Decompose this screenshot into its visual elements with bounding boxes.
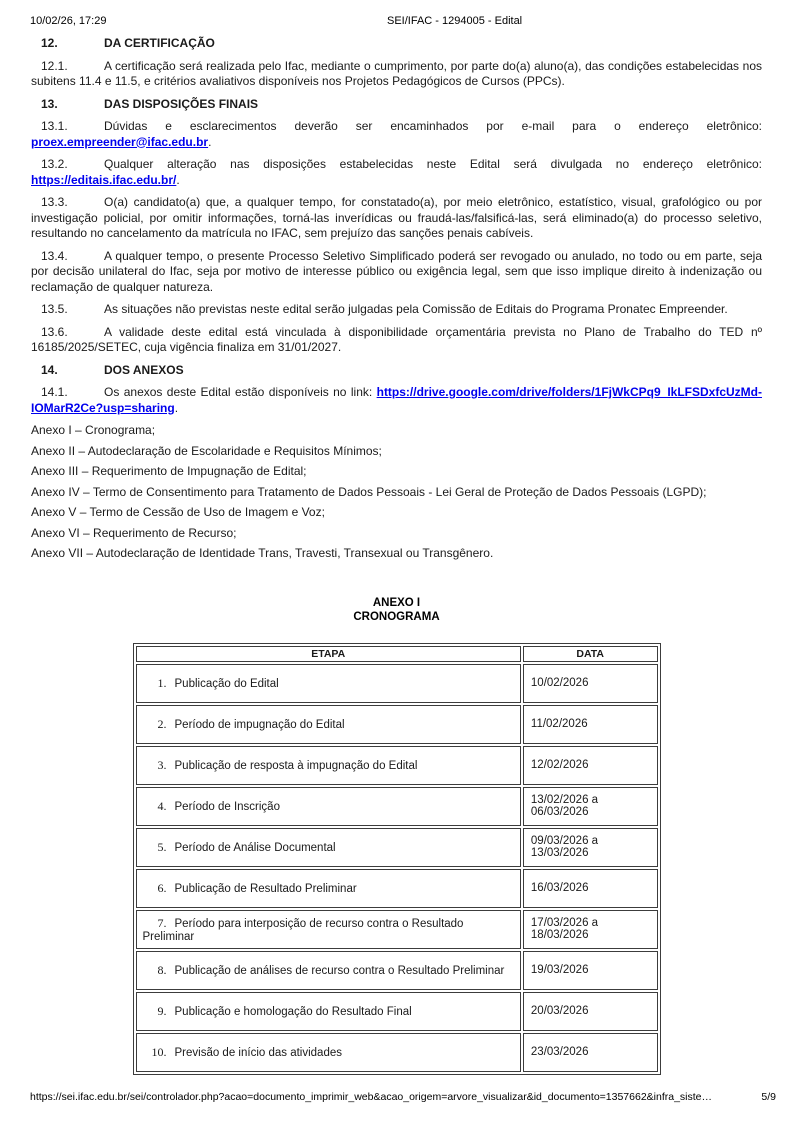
paragraph-12-1 xyxy=(31,59,762,90)
data-cell: 19/03/2026 xyxy=(523,951,658,990)
drive-folder-link[interactable]: https://drive.google.com/drive/folders/1FjWkCPq9_IkLFSDxfcUzMd-IOMarR2Ce?usp=sharing xyxy=(31,385,762,415)
etapa-cell xyxy=(136,664,521,703)
etapa-label: Publicação de resposta à impugnação do Edital xyxy=(174,759,418,772)
section-14-heading xyxy=(31,363,762,379)
footer-url: https://sei.ifac.edu.br/sei/controlador.php?acao=documento_imprimir_web&acao_origem=arvore_visualizar&id_documento=1357662&infra_siste… xyxy=(30,1091,713,1103)
paragraph-text: Qualquer alteração nas disposições estabelecidas neste Edital será divulgada no endereço eletrônico: xyxy=(104,157,762,171)
row-number: 5. xyxy=(157,839,167,854)
etapa-label: Publicação do Edital xyxy=(174,677,279,690)
etapa-label: Período para interposição de recurso contra o Resultado Preliminar xyxy=(142,917,464,943)
table-row xyxy=(136,1033,658,1072)
data-cell: 20/03/2026 xyxy=(523,992,658,1031)
paragraph-number: 13.5. xyxy=(41,302,68,316)
paragraph-13-4 xyxy=(31,249,762,296)
row-number: 6. xyxy=(157,880,167,895)
paragraph-number: 13.6. xyxy=(41,324,68,339)
etapa-label: Período de Inscrição xyxy=(174,800,280,813)
section-title: DAS DISPOSIÇÕES FINAIS xyxy=(104,96,259,111)
row-number: 3. xyxy=(157,757,167,772)
row-number: 9. xyxy=(157,1003,167,1018)
etapa-cell xyxy=(136,992,521,1031)
table-row xyxy=(136,828,658,867)
anexo-list-item: Anexo VII – Autodeclaração de Identidade Trans, Travesti, Transexual ou Transgênero. xyxy=(31,546,494,560)
paragraph-number: 13.3. xyxy=(41,195,68,209)
row-number: 4. xyxy=(157,798,167,813)
paragraph-13-6 xyxy=(31,325,762,356)
print-datetime: 10/02/26, 17:29 xyxy=(30,15,107,27)
etapa-label: Publicação de Resultado Preliminar xyxy=(174,882,357,895)
section-number: 13. xyxy=(41,96,58,111)
print-footer xyxy=(0,1091,793,1103)
cronograma-table xyxy=(133,643,661,1075)
row-number: 10. xyxy=(151,1044,167,1059)
section-12-heading xyxy=(31,36,762,52)
etapa-label: Período de Análise Documental xyxy=(174,841,336,854)
data-cell: 13/02/2026 a 06/03/2026 xyxy=(523,787,658,826)
annex-heading xyxy=(31,596,762,624)
table-row xyxy=(136,910,658,949)
column-header-data: DATA xyxy=(523,646,658,662)
data-cell: 17/03/2026 a 18/03/2026 xyxy=(523,910,658,949)
section-number: 14. xyxy=(41,362,58,377)
paragraph-14-1 xyxy=(31,385,762,416)
paragraph-number: 13.2. xyxy=(41,157,68,171)
editais-link[interactable]: https://editais.ifac.edu.br/ xyxy=(31,172,177,187)
table-row xyxy=(136,869,658,908)
section-13-heading xyxy=(31,97,762,113)
paragraph-number: 12.1. xyxy=(41,58,68,73)
document-body xyxy=(31,36,762,1075)
footer-page-number: 5/9 xyxy=(761,1091,776,1103)
table-row xyxy=(136,705,658,744)
etapa-cell xyxy=(136,828,521,867)
data-cell: 23/03/2026 xyxy=(523,1033,658,1072)
paragraph-13-3 xyxy=(31,195,762,242)
etapa-label: Publicação e homologação do Resultado Final xyxy=(174,1005,412,1018)
data-cell: 09/03/2026 a 13/03/2026 xyxy=(523,828,658,867)
etapa-label: Publicação de análises de recurso contra o Resultado Preliminar xyxy=(174,964,505,977)
paragraph-number: 13.4. xyxy=(41,248,68,263)
paragraph-text: . xyxy=(176,172,180,187)
data-cell: 11/02/2026 xyxy=(523,705,658,744)
etapa-cell xyxy=(136,1033,521,1072)
table-row xyxy=(136,951,658,990)
row-number: 1. xyxy=(157,675,167,690)
print-header xyxy=(0,15,793,29)
paragraph-text: Dúvidas e esclarecimentos deverão ser encaminhados por e-mail para o endereço eletrônico: xyxy=(104,119,762,133)
table-row xyxy=(136,992,658,1031)
anexo-list-item: Anexo VI – Requerimento de Recurso; xyxy=(31,525,237,540)
email-link[interactable]: proex.empreender@ifac.edu.br xyxy=(31,134,209,149)
paragraph-13-2 xyxy=(31,157,762,188)
table-row xyxy=(136,664,658,703)
paragraph-number: 14.1. xyxy=(41,385,68,399)
paragraph-text: . xyxy=(174,400,179,415)
etapa-cell xyxy=(136,951,521,990)
table-header-row xyxy=(136,646,658,662)
anexo-list-item: Anexo V – Termo de Cessão de Uso de Imagem e Voz; xyxy=(31,505,325,519)
paragraph-13-1 xyxy=(31,119,762,150)
paragraph-text: O(a) candidato(a) que, a qualquer tempo, for constatado(a), por meio eletrônico, estatístico, visual, grafológico ou por investigação policial, por omitir informações, torná-las inverídicas ou fraudá-las/falsificá-las, será eliminado(a) do processo seletivo, resultando no cancelamento da matrícula no IFAC, sem prejuízo das sanções penais cabíveis. xyxy=(31,195,762,240)
paragraph-text: Os anexos deste Edital estão disponíveis no link: xyxy=(104,385,377,399)
etapa-cell xyxy=(136,705,521,744)
paragraph-number: 13.1. xyxy=(41,119,68,133)
section-title: DOS ANEXOS xyxy=(104,362,184,377)
paragraph-text: . xyxy=(208,134,212,149)
etapa-cell xyxy=(136,869,521,908)
etapa-cell xyxy=(136,787,521,826)
paragraph-13-5 xyxy=(31,302,762,318)
etapa-label: Período de impugnação do Edital xyxy=(174,718,345,731)
data-cell: 12/02/2026 xyxy=(523,746,658,785)
row-number: 2. xyxy=(157,716,167,731)
annex-title: ANEXO I xyxy=(372,596,421,609)
paragraph-text: A qualquer tempo, o presente Processo Seletivo Simplificado poderá ser revogado ou anulado, no todo ou em parte, seja por decisão unilateral do Ifac, seja por motivo de interesse público ou exigência legal, sem que isso implique direito à indenização ou reclamação de qualquer natureza. xyxy=(31,248,762,294)
anexo-list-item: Anexo III – Requerimento de Impugnação de Edital; xyxy=(31,464,307,478)
section-number: 12. xyxy=(41,36,58,50)
anexo-list-item: Anexo I – Cronograma; xyxy=(31,423,156,437)
anexo-list-item: Anexo II – Autodeclaração de Escolaridade e Requisitos Mínimos; xyxy=(31,443,382,458)
etapa-cell xyxy=(136,910,521,949)
table-row xyxy=(136,787,658,826)
paragraph-text: A validade deste edital está vinculada à disponibilidade orçamentária prevista no Plano de Trabalho do TED nº 16185/2025/SETEC, cuja vigência finaliza em 31/01/2027. xyxy=(31,324,762,354)
column-header-etapa: ETAPA xyxy=(136,646,521,662)
data-cell: 16/03/2026 xyxy=(523,869,658,908)
row-number: 8. xyxy=(157,962,167,977)
section-title: DA CERTIFICAÇÃO xyxy=(104,36,215,50)
paragraph-text: A certificação será realizada pelo Ifac, mediante o cumprimento, por parte do(a) aluno(a), das condições estabelecidas nos subitens 11.4 e 11.5, e critérios avaliativos disponíveis nos Projetos Pedagógicos de Cursos (PPCs). xyxy=(31,58,762,88)
table-row xyxy=(136,746,658,785)
data-cell: 10/02/2026 xyxy=(523,664,658,703)
document-title: SEI/IFAC - 1294005 - Edital xyxy=(387,15,523,27)
row-number: 7. xyxy=(157,915,167,930)
etapa-cell xyxy=(136,746,521,785)
anexo-list-item: Anexo IV – Termo de Consentimento para Tratamento de Dados Pessoais - Lei Geral de Proteção de Dados Pessoais (LGPD); xyxy=(31,484,707,499)
etapa-label: Previsão de início das atividades xyxy=(174,1046,342,1059)
paragraph-text: As situações não previstas neste edital serão julgadas pela Comissão de Editais do Programa Pronatec Empreender. xyxy=(104,302,728,316)
annex-subtitle: CRONOGRAMA xyxy=(353,610,440,623)
